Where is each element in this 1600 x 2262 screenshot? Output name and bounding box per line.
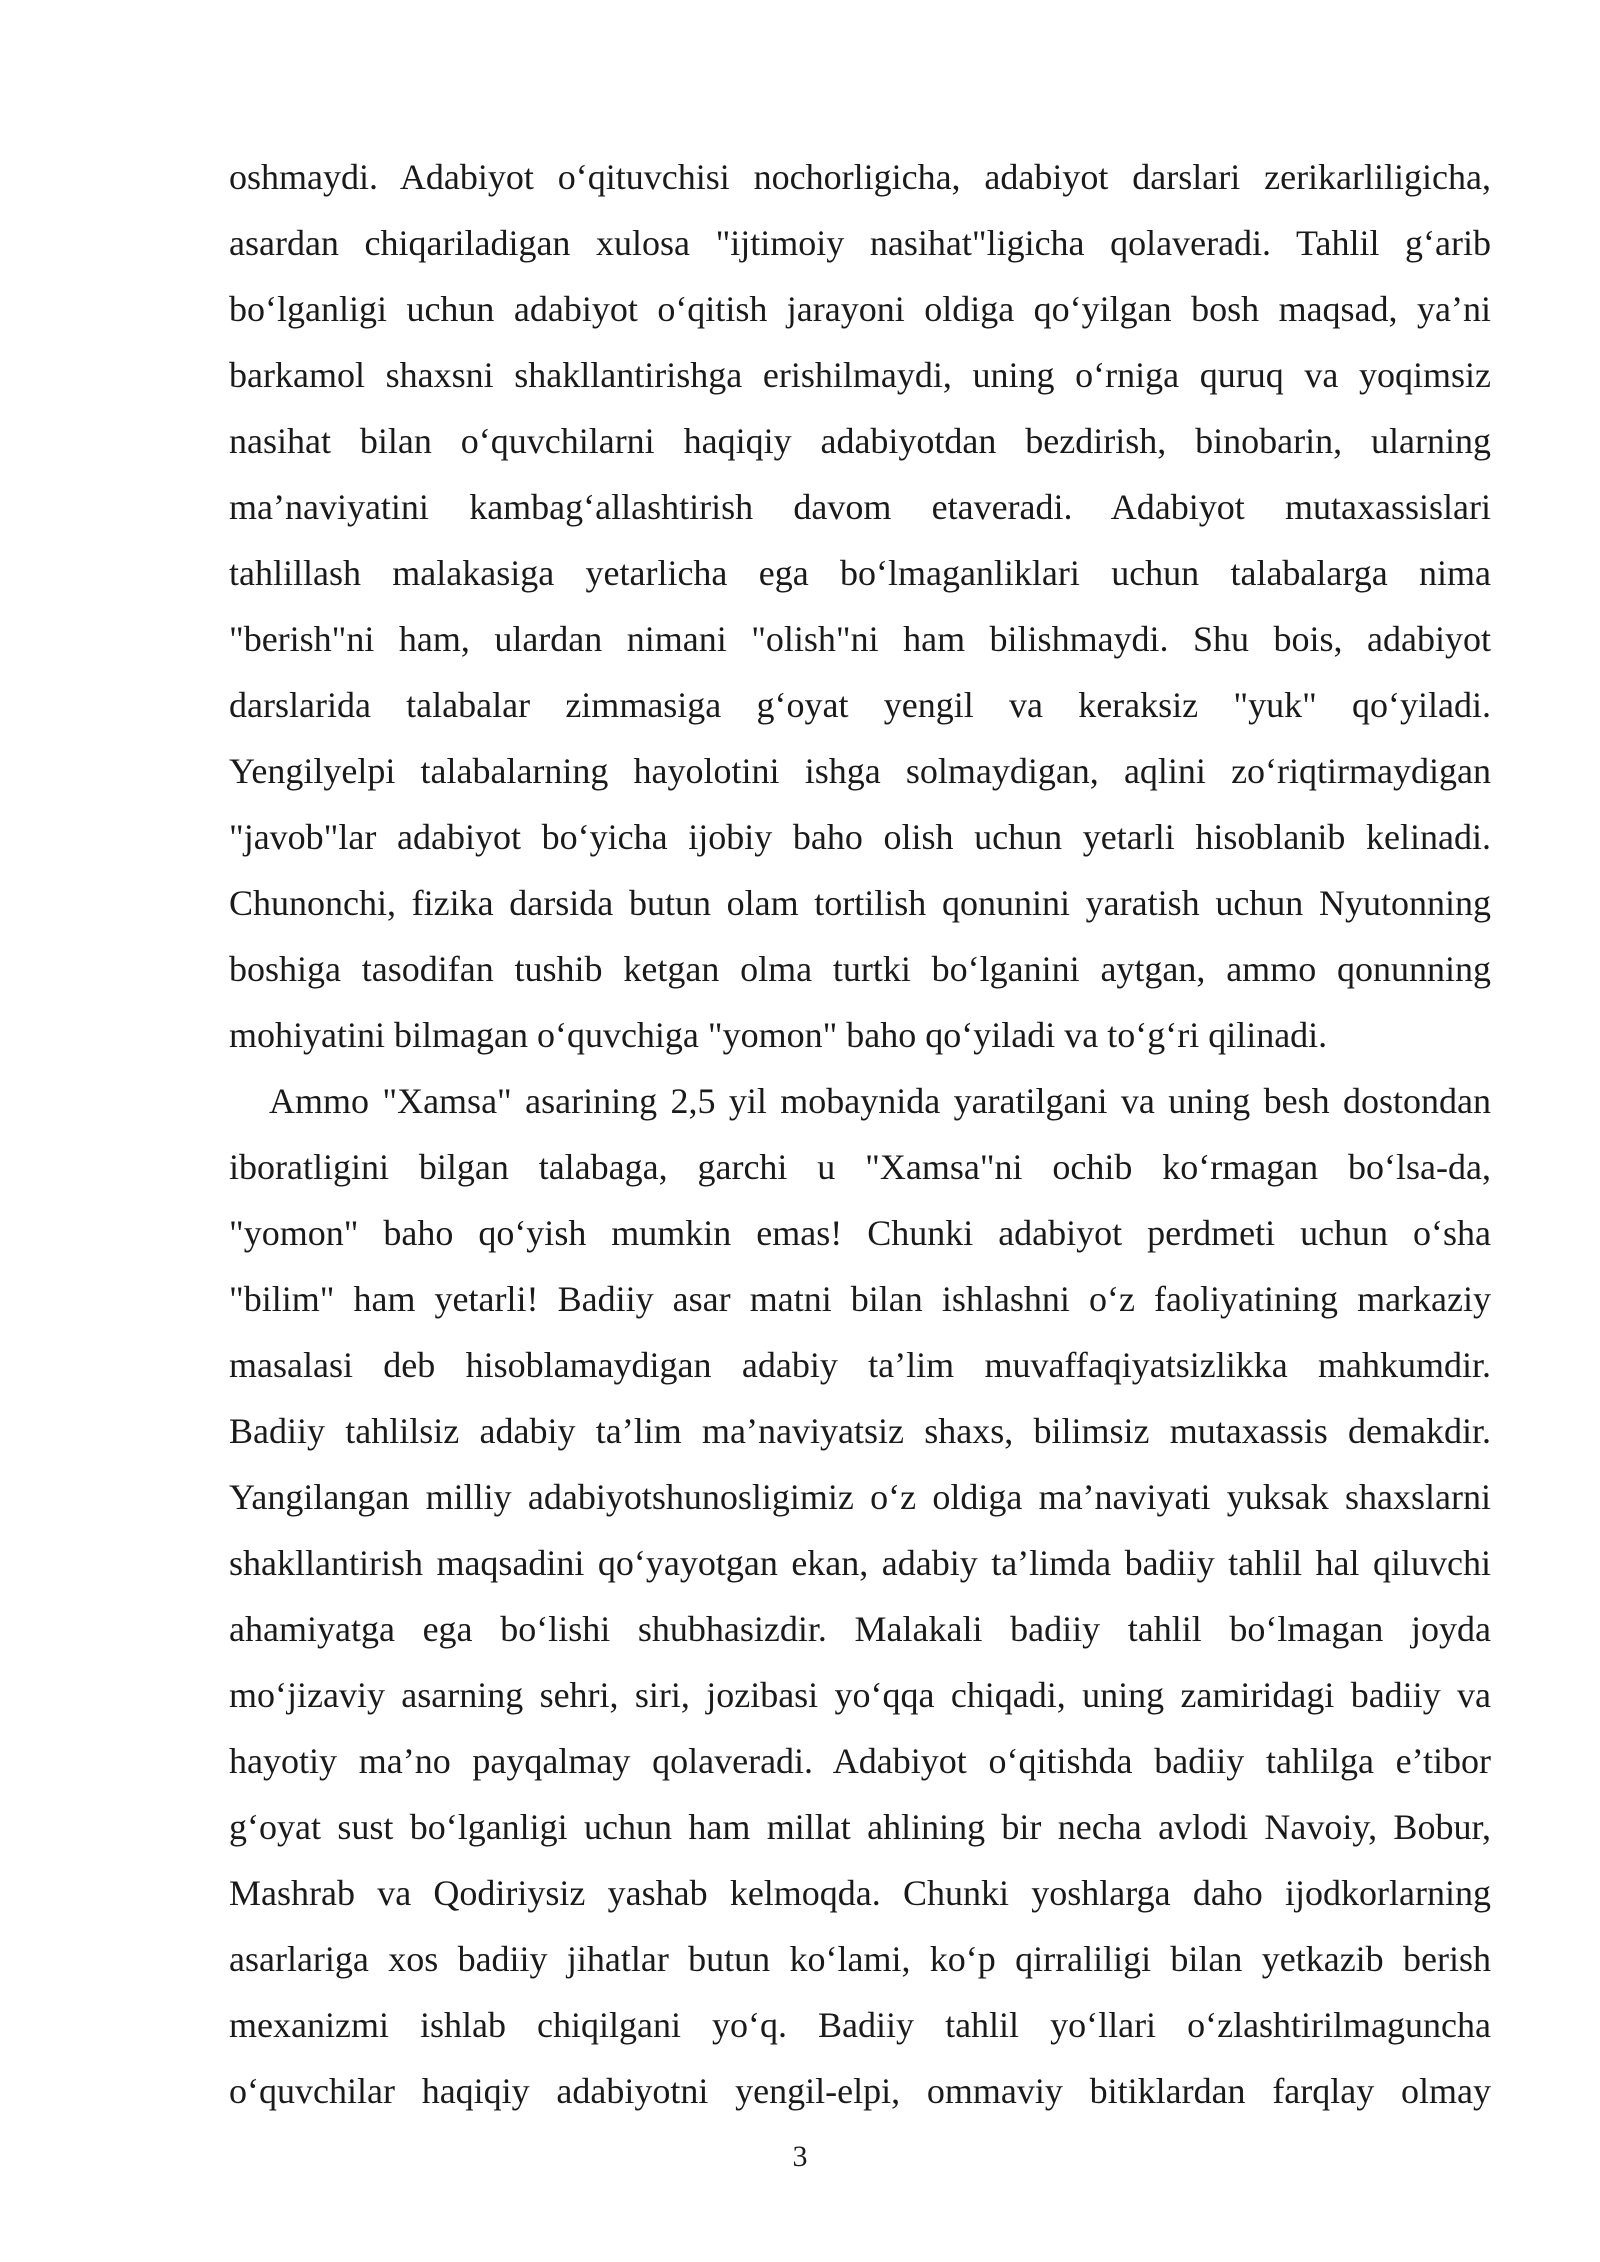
- text-line: "javob"lar adabiyot bo‘yicha ijobiy baho olish uchun yetarli hisoblanib kelinadi.: [229, 817, 1491, 857]
- text-line: Mashrab va Qodiriysiz yashab kelmoqda. Chunki yoshlarga daho ijodkorlarning: [229, 1873, 1491, 1913]
- text-line: masalasi deb hisoblamaydigan adabiy ta’lim muvaffaqiyatsizlikka mahkumdir.: [229, 1345, 1491, 1385]
- text-line: mexanizmi ishlab chiqilgani yo‘q. Badiiy tahlil yo‘llari o‘zlashtirilmaguncha: [229, 2005, 1491, 2045]
- text-line: ahamiyatga ega bo‘lishi shubhasizdir. Malakali badiiy tahlil bo‘lmagan joyda: [229, 1609, 1491, 1649]
- page-number: 3: [792, 2140, 808, 2173]
- text-line: Chunonchi, fizika darsida butun olam tortilish qonunini yaratish uchun Nyutonning: [229, 883, 1491, 923]
- text-line: boshiga tasodifan tushib ketgan olma turtki bo‘lganini aytgan, ammo qonunning: [229, 949, 1491, 989]
- text-line: Ammo "Xamsa" asarining 2,5 yil mobaynida yaratilgani va uning besh dostondan: [269, 1081, 1491, 1121]
- text-line: asarlariga xos badiiy jihatlar butun ko‘lami, ko‘p qirraliligi bilan yetkazib berish: [229, 1939, 1491, 1979]
- text-line: shakllantirish maqsadini qo‘yayotgan ekan, adabiy ta’limda badiiy tahlil hal qiluvchi: [229, 1543, 1491, 1583]
- text-line: mohiyatini bilmagan o‘quvchiga "yomon" baho qo‘yiladi va to‘g‘ri qilinadi.: [229, 1015, 1328, 1055]
- text-line: tahlillash malakasiga yetarlicha ega bo‘lmaganliklari uchun talabalarga nima: [229, 553, 1491, 593]
- text-line: asardan chiqariladigan xulosa "ijtimoiy nasihat"ligicha qolaveradi. Tahlil g‘arib: [229, 223, 1491, 263]
- text-line: Yengilyelpi talabalarning hayolotini ishga solmaydigan, aqlini zo‘riqtirmaydigan: [229, 751, 1491, 791]
- text-line: ma’naviyatini kambag‘allashtirish davom etaveradi. Adabiyot mutaxassislari: [229, 487, 1491, 527]
- body-text: [229, 144, 1491, 2124]
- text-line: iboratligini bilgan talabaga, garchi u "Xamsa"ni ochib ko‘rmagan bo‘lsa-da,: [229, 1147, 1491, 1187]
- text-line: nasihat bilan o‘quvchilarni haqiqiy adabiyotdan bezdirish, binobarin, ularning: [229, 421, 1491, 461]
- paragraph: [229, 144, 1491, 1068]
- text-line: o‘quvchilar haqiqiy adabiyotni yengil-elpi, ommaviy bitiklardan farqlay olmay: [229, 2071, 1491, 2111]
- text-line: bo‘lganligi uchun adabiyot o‘qitish jarayoni oldiga qo‘yilgan bosh maqsad, ya’ni: [229, 289, 1491, 329]
- text-line: Badiiy tahlilsiz adabiy ta’lim ma’naviyatsiz shaxs, bilimsiz mutaxassis demakdir.: [229, 1411, 1491, 1451]
- text-line: g‘oyat sust bo‘lganligi uchun ham millat ahlining bir necha avlodi Navoiy, Bobur,: [229, 1807, 1491, 1847]
- text-line: "berish"ni ham, ulardan nimani "olish"ni ham bilishmaydi. Shu bois, adabiyot: [229, 619, 1491, 659]
- text-line: barkamol shaxsni shakllantirishga erishilmaydi, uning o‘rniga quruq va yoqimsiz: [229, 355, 1491, 395]
- text-line: hayotiy ma’no payqalmay qolaveradi. Adabiyot o‘qitishda badiiy tahlilga e’tibor: [229, 1741, 1491, 1781]
- text-line: oshmaydi. Adabiyot o‘qituvchisi nochorligicha, adabiyot darslari zerikarliligicha,: [229, 157, 1491, 197]
- text-line: darslarida talabalar zimmasiga g‘oyat yengil va keraksiz "yuk" qo‘yiladi.: [229, 685, 1491, 725]
- text-line: "yomon" baho qo‘yish mumkin emas! Chunki adabiyot perdmeti uchun o‘sha: [229, 1213, 1491, 1253]
- text-line: Yangilangan milliy adabiyotshunosligimiz o‘z oldiga ma’naviyati yuksak shaxslarni: [229, 1477, 1491, 1517]
- text-line: mo‘jizaviy asarning sehri, siri, jozibasi yo‘qqa chiqadi, uning zamiridagi badiiy va: [229, 1675, 1491, 1715]
- paragraph: [229, 1068, 1491, 2124]
- text-line: "bilim" ham yetarli! Badiiy asar matni bilan ishlashni o‘z faoliyatining markaziy: [229, 1279, 1491, 1319]
